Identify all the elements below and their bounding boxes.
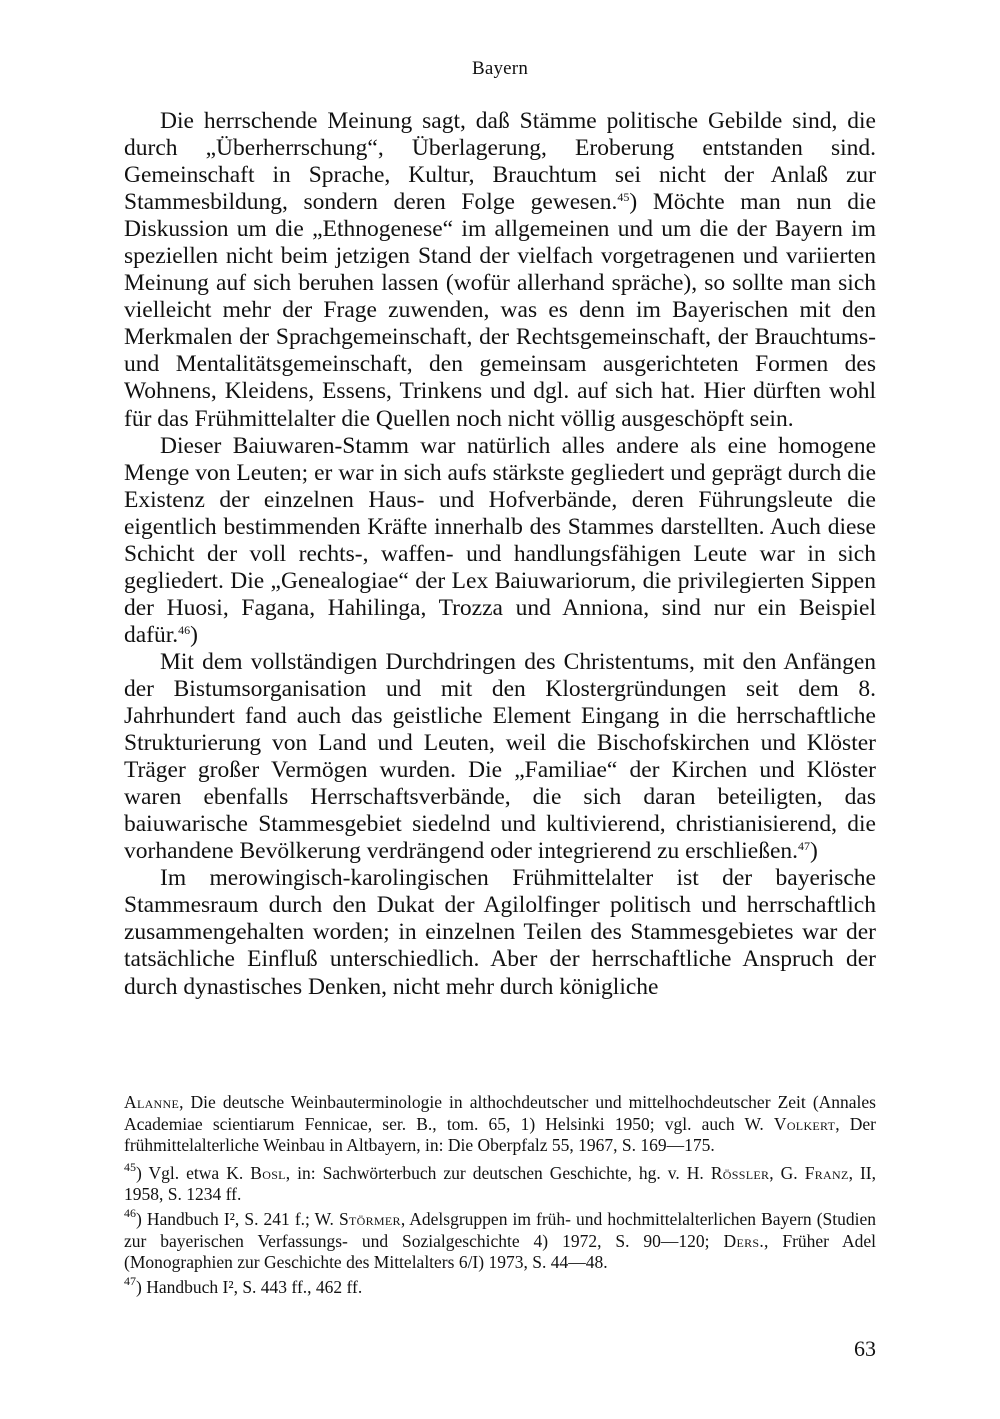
footnote-text: , Der frühmittelalterliche Weinbau in Altbayern, in: Die Oberpfalz 55, 1967, S. 169—175. [124,1113,876,1156]
footnote-text: , Früher Adel (Monographien zur Geschichte des Mittelalters 6/I) 1973, S. 44—48. [124,1230,876,1273]
footnotes [124,1092,876,1301]
paragraph-text: Mit dem vollständigen Durchdringen des Christentums, mit den Anfängen der Bistumsorganisation und mit den Klostergründungen seit dem 8. Jahrhundert fand auch das geistliche Element Eingang in die herrschaftliche Strukturierung von Land und Leuten, weil die Bischofskirchen und Klöster Träger großer Vermögen wurden. Die „Familiae“ der Kirchen und Klöster waren ebenfalls Herrschaftsverbände, die sich daran beteiligten, das baiuwarische Stammesgebiet siedelnd und kultivierend, christianisierend, die vorhandene Bevölkerung verdrängend oder integrierend zu erschließen. [124,648,876,865]
paragraph-text: ) Möchte man nun die Diskussion um die „Ethnogenese“ im allgemeinen und um die der Bayern im speziellen nicht beim jetzigen Stand der vielfach vorgetragenen und variierten Meinung auf sich beruhen lassen (wofür allerhand spräche), so sollte man sich vielleicht mehr der Frage zuwenden, was es denn im Bayerischen mit den Merkmalen der Sprachgemeinschaft, der Rechtsgemeinschaft, der Brauchtums- und Mentalitätsgemeinschaft, den gemeinsam ausgerichteten Formen des Wohnens, Kleidens, Essens, Trinkens und dgl. auf sich hat. Hier dürften wohl für das Frühmittelalter die Quellen noch nicht völlig ausgeschöpft sein. [124,189,876,432]
footnote-ref[interactable]: 46 [178,622,191,637]
footnote-text: ) Vgl. etwa K. [136,1162,251,1183]
running-head: Bayern [471,58,529,79]
footnote-ref[interactable]: 47 [798,839,811,854]
footnote-text: ) Handbuch I², S. 241 f.; W. [136,1208,339,1229]
main-text [124,108,876,1001]
footnote-text: , Die deutsche Weinbauterminologie in althochdeutscher und mittelhochdeutscher Zeit (Annales Academiae scientiarum Fennicae, ser. B., tom. 65, 1) Helsinki 1950; vgl. auch W. [124,1092,876,1134]
footnote-mark: 46 [124,1205,136,1220]
footnote-text: , G. [769,1162,805,1183]
footnote-continuation [124,1092,876,1157]
footnote-text: , Adelsgruppen im früh- und hochmittelalterlichen Bayern (Studien zur bayerischen Verfassungs- und Sozialgeschichte 4) 1972, S. 90—120; [124,1208,876,1251]
page-number: 63 [854,1336,876,1361]
footnote-mark: 47 [124,1273,136,1288]
footnote-text: , II, 1958, S. 1234 ff. [124,1162,877,1205]
footnote-46 [124,1205,876,1274]
paragraph-text: Dieser Baiuwaren-Stamm war natürlich alles andere als eine homogene Menge von Leuten; er war in sich aufs stärkste gegliedert und geprägt durch die Existenz der einzelnen Haus- und Hofverbände, deren Führungsleute die eigentlich bestimmenden Kräfte innerhalb des Stammes darstellten. Auch diese Schicht der voll rechts-, waffen- und handlungsfähigen Leute war in sich gegliedert. Die „Genealogiae“ der Lex Baiuwariorum, die privilegierten Sippen der Huosi, Fagana, Hahilinga, Trozza und Anniona, sind nur ein Beispiel dafür. [124,432,876,648]
author-name: Volkert [773,1113,836,1134]
footnote-text: ) Handbuch I², S. 443 ff., 462 ff. [136,1276,363,1297]
author-name: Alanne [124,1092,180,1112]
paragraph [124,865,876,1000]
paragraph-text: ) [810,838,818,865]
paragraph-text: Im merowingisch-karolingischen Frühmittelalter ist der bayerische Stammesraum durch den Dukat der Agilolfinger politisch und herrschaftlich zusammengehalten worden; in einzelnen Teilen des Stammesgebietes war der tatsächliche Einfluß unterschiedlich. Aber der herrschaftliche Anspruch der durch dynastisches Denken, nicht mehr durch königliche [124,865,876,1000]
footnote-mark: 45 [124,1159,136,1174]
footnote-47 [124,1273,876,1299]
paragraph-text: Die herrschende Meinung sagt, daß Stämme politische Gebilde sind, die durch „Überherrschung“, Überlagerung, Eroberung entstanden sind. Gemeinschaft in Sprache, Kultur, Brauchtum sei nicht der Anlaß zur Stammesbildung, sondern deren Folge gewesen. [124,108,876,216]
footnote-ref[interactable]: 45 [617,190,630,205]
author-name: Ders. [723,1230,765,1251]
author-name: Franz [804,1162,849,1183]
footnote-text: , in: Sachwörterbuch zur deutschen Geschichte, hg. v. H. [285,1162,711,1183]
paragraph [124,108,876,433]
author-name: Rössler [710,1162,770,1183]
paragraph [124,649,876,865]
author-name: Störmer [338,1208,401,1229]
author-name: Bosl [250,1162,286,1183]
paragraph [124,433,876,649]
paragraph-text: ) [190,621,198,648]
footnote-45 [124,1159,877,1206]
